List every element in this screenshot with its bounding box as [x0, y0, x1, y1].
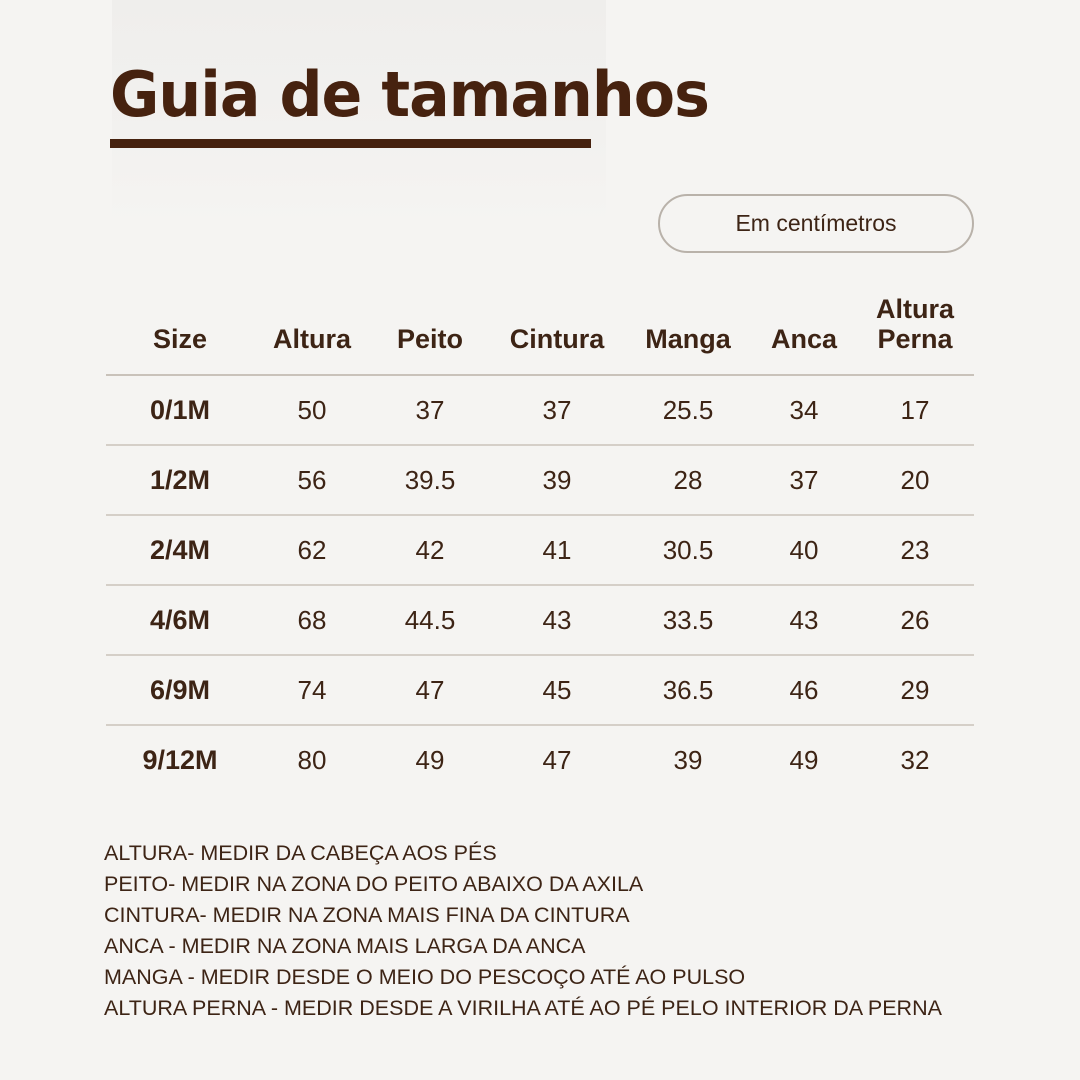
cell-anca: 40: [752, 515, 856, 585]
column-header-altura-perna: Altura Perna: [875, 294, 954, 355]
cell-size: 6/9M: [106, 655, 254, 725]
cell-peito: 39.5: [370, 445, 490, 515]
cell-peito: 49: [415, 744, 445, 775]
size-table-body: [106, 375, 974, 794]
cell-peito: 42: [370, 515, 490, 585]
cell-anca: 43: [752, 585, 856, 655]
column-header-size: Size: [152, 324, 208, 355]
cell-cintura: 47: [542, 744, 572, 775]
note-altura-perna: ALTURA PERNA - MEDIR DESDE A VIRILHA ATÉ AO PÉ PELO INTERIOR DA PERNA: [104, 996, 942, 1020]
cell-altura: 62: [254, 515, 370, 585]
cell-anca: 46: [752, 655, 856, 725]
column-header-peito: Peito: [396, 324, 463, 355]
cell-cintura: 37: [490, 375, 624, 445]
note-anca: ANCA - MEDIR NA ZONA MAIS LARGA DA ANCA: [104, 934, 586, 958]
column-header-manga: Manga: [645, 324, 731, 355]
measurement-notes: [104, 838, 1034, 1024]
column-header-altura: Altura: [272, 324, 351, 355]
table-row: [106, 725, 974, 794]
cell-cintura: 39: [490, 445, 624, 515]
cell-cintura: 45: [490, 655, 624, 725]
cell-altura: 80: [297, 744, 327, 775]
cell-manga: 28: [624, 445, 752, 515]
cell-anca: 49: [789, 744, 819, 775]
cell-altura-perna: 29: [856, 655, 974, 725]
cell-altura-perna: 20: [856, 445, 974, 515]
cell-manga: 25.5: [624, 375, 752, 445]
cell-altura-perna: 26: [856, 585, 974, 655]
table-row: [106, 655, 974, 725]
note-altura: ALTURA- MEDIR DA CABEÇA AOS PÉS: [104, 841, 497, 865]
size-table-container: [106, 288, 974, 794]
cell-size: 1/2M: [106, 445, 254, 515]
cell-size: 2/4M: [106, 515, 254, 585]
title-underline-rule: [110, 139, 591, 148]
unit-badge-label: Em centímetros: [735, 210, 897, 236]
cell-altura: 68: [254, 585, 370, 655]
note-manga: MANGA - MEDIR DESDE O MEIO DO PESCOÇO ATÉ AO PULSO: [104, 965, 746, 989]
cell-manga: 30.5: [624, 515, 752, 585]
cell-size: 9/12M: [142, 744, 218, 775]
cell-peito: 44.5: [370, 585, 490, 655]
cell-altura: 56: [254, 445, 370, 515]
size-table: [106, 288, 974, 794]
cell-size: 4/6M: [106, 585, 254, 655]
table-row: [106, 585, 974, 655]
cell-anca: 34: [752, 375, 856, 445]
cell-manga: 36.5: [624, 655, 752, 725]
table-row: [106, 375, 974, 445]
table-row: [106, 445, 974, 515]
cell-altura-perna: 32: [900, 744, 930, 775]
table-header-row: [106, 288, 974, 375]
cell-cintura: 41: [490, 515, 624, 585]
cell-anca: 37: [752, 445, 856, 515]
cell-peito: 37: [370, 375, 490, 445]
page-title: Guia de tamanhos: [110, 58, 709, 131]
cell-manga: 33.5: [624, 585, 752, 655]
note-peito: PEITO- MEDIR NA ZONA DO PEITO ABAIXO DA AXILA: [104, 872, 644, 896]
cell-manga: 39: [673, 744, 703, 775]
unit-badge: [658, 194, 974, 253]
cell-cintura: 43: [490, 585, 624, 655]
cell-altura: 50: [254, 375, 370, 445]
cell-size: 0/1M: [106, 375, 254, 445]
cell-altura-perna: 17: [856, 375, 974, 445]
note-cintura: CINTURA- MEDIR NA ZONA MAIS FINA DA CINTURA: [104, 903, 630, 927]
cell-altura-perna: 23: [856, 515, 974, 585]
cell-altura: 74: [254, 655, 370, 725]
column-header-anca: Anca: [770, 324, 838, 355]
cell-peito: 47: [370, 655, 490, 725]
size-table-head: [106, 288, 974, 375]
table-row: [106, 515, 974, 585]
title-block: [110, 58, 730, 148]
column-header-cintura: Cintura: [509, 324, 605, 355]
